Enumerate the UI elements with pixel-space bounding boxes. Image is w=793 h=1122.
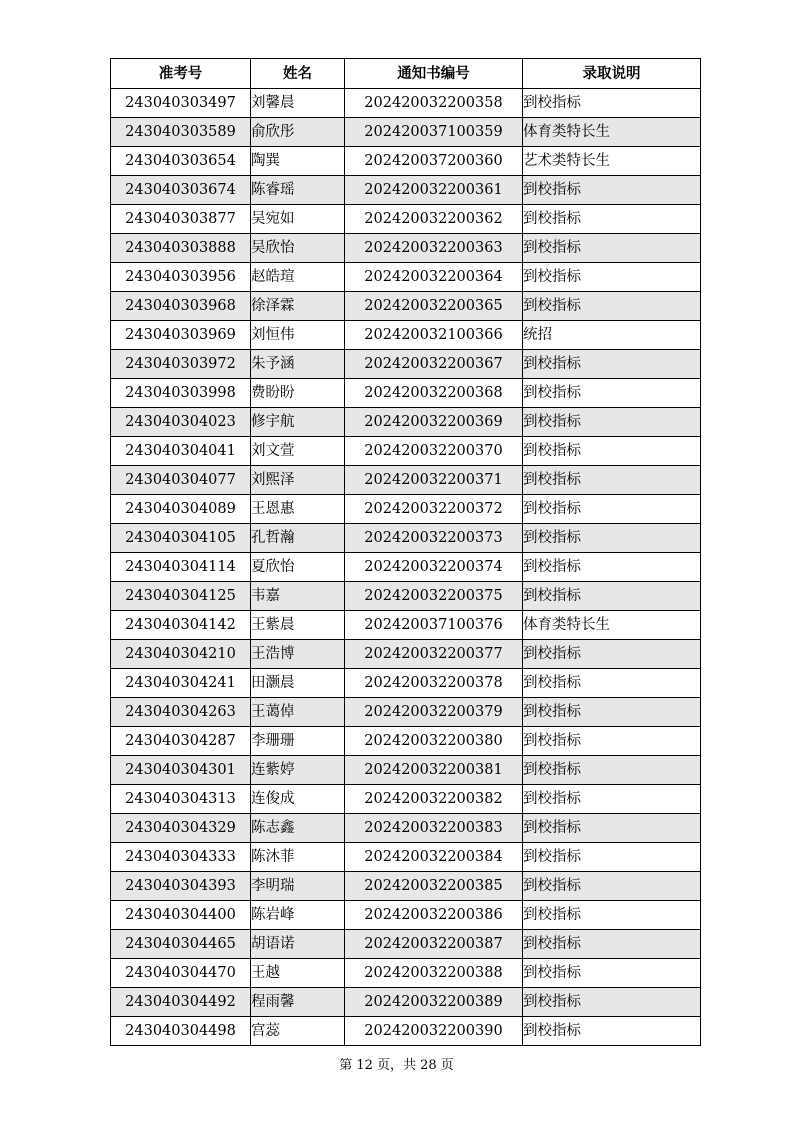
name-cell: 朱予涵	[251, 350, 345, 379]
table-header-row	[111, 59, 701, 89]
exam-number-cell: 243040304329	[111, 814, 251, 843]
exam-number-cell: 243040304023	[111, 408, 251, 437]
exam-number-cell: 243040303888	[111, 234, 251, 263]
exam-number-cell: 243040304465	[111, 930, 251, 959]
notice-number-cell: 202420032100366	[345, 321, 523, 350]
admission-table	[110, 58, 701, 1046]
table-row	[111, 379, 701, 408]
notice-number-cell: 202420032200361	[345, 176, 523, 205]
exam-number-cell: 243040304287	[111, 727, 251, 756]
table-row	[111, 408, 701, 437]
admission-note-cell: 到校指标	[523, 988, 701, 1017]
table-row	[111, 582, 701, 611]
table-row	[111, 495, 701, 524]
notice-number-cell: 202420032200383	[345, 814, 523, 843]
table-row	[111, 350, 701, 379]
table-row	[111, 785, 701, 814]
admission-note-cell: 到校指标	[523, 553, 701, 582]
name-cell: 孔哲瀚	[251, 524, 345, 553]
notice-number-cell: 202420032200375	[345, 582, 523, 611]
name-cell: 夏欣怡	[251, 553, 345, 582]
exam-number-cell: 243040304470	[111, 959, 251, 988]
name-cell: 徐泽霖	[251, 292, 345, 321]
exam-number-cell: 243040304498	[111, 1017, 251, 1046]
admission-note-cell: 到校指标	[523, 872, 701, 901]
admission-note-cell: 到校指标	[523, 640, 701, 669]
admission-note-cell: 到校指标	[523, 263, 701, 292]
notice-number-cell: 202420032200378	[345, 669, 523, 698]
notice-number-cell: 202420032200386	[345, 901, 523, 930]
admission-note-cell: 到校指标	[523, 582, 701, 611]
exam-number-cell: 243040303968	[111, 292, 251, 321]
notice-number-cell: 202420032200381	[345, 756, 523, 785]
name-cell: 陈睿瑶	[251, 176, 345, 205]
notice-number-cell: 202420032200370	[345, 437, 523, 466]
notice-number-cell: 202420032200377	[345, 640, 523, 669]
table-row	[111, 669, 701, 698]
admission-note-cell: 到校指标	[523, 495, 701, 524]
name-cell: 王紫晨	[251, 611, 345, 640]
exam-number-cell: 243040303972	[111, 350, 251, 379]
exam-number-cell: 243040304041	[111, 437, 251, 466]
name-cell: 费盼盼	[251, 379, 345, 408]
name-cell: 陈志鑫	[251, 814, 345, 843]
exam-number-cell: 243040303956	[111, 263, 251, 292]
table-row	[111, 901, 701, 930]
table-row	[111, 437, 701, 466]
notice-number-cell: 202420032200385	[345, 872, 523, 901]
admission-note-cell: 到校指标	[523, 437, 701, 466]
notice-number-cell: 202420032200390	[345, 1017, 523, 1046]
name-cell: 王越	[251, 959, 345, 988]
admission-note-cell: 到校指标	[523, 901, 701, 930]
name-cell: 田灏晨	[251, 669, 345, 698]
exam-number-cell: 243040304263	[111, 698, 251, 727]
exam-number-cell: 243040304313	[111, 785, 251, 814]
notice-number-cell: 202420032200382	[345, 785, 523, 814]
exam-number-cell: 243040304077	[111, 466, 251, 495]
notice-number-cell: 202420032200371	[345, 466, 523, 495]
table-row	[111, 234, 701, 263]
name-cell: 李明瑞	[251, 872, 345, 901]
exam-number-cell: 243040303877	[111, 205, 251, 234]
admission-note-cell: 到校指标	[523, 959, 701, 988]
admission-note-cell: 到校指标	[523, 350, 701, 379]
notice-number-cell: 202420032200369	[345, 408, 523, 437]
table-row	[111, 466, 701, 495]
table-row	[111, 611, 701, 640]
table-row	[111, 118, 701, 147]
notice-number-cell: 202420032200389	[345, 988, 523, 1017]
exam-number-cell: 243040304393	[111, 872, 251, 901]
exam-number-cell: 243040304241	[111, 669, 251, 698]
table-row	[111, 1017, 701, 1046]
admission-note-cell: 到校指标	[523, 930, 701, 959]
exam-number-cell: 243040303589	[111, 118, 251, 147]
notice-number-cell: 202420032200388	[345, 959, 523, 988]
notice-number-cell: 202420037100376	[345, 611, 523, 640]
table-row	[111, 176, 701, 205]
exam-number-cell: 243040303497	[111, 89, 251, 118]
table-row	[111, 205, 701, 234]
notice-number-cell: 202420032200372	[345, 495, 523, 524]
admission-note-cell: 到校指标	[523, 466, 701, 495]
notice-number-cell: 202420037200360	[345, 147, 523, 176]
notice-number-cell: 202420037100359	[345, 118, 523, 147]
table-row	[111, 930, 701, 959]
notice-number-cell: 202420032200387	[345, 930, 523, 959]
name-cell: 程雨馨	[251, 988, 345, 1017]
exam-number-cell: 243040304125	[111, 582, 251, 611]
header-exam-number: 准考号	[111, 59, 251, 89]
exam-number-cell: 243040304210	[111, 640, 251, 669]
notice-number-cell: 202420032200362	[345, 205, 523, 234]
notice-number-cell: 202420032200367	[345, 350, 523, 379]
table-row	[111, 524, 701, 553]
notice-number-cell: 202420032200363	[345, 234, 523, 263]
header-notice-number: 通知书编号	[345, 59, 523, 89]
name-cell: 连紫婷	[251, 756, 345, 785]
name-cell: 李珊珊	[251, 727, 345, 756]
name-cell: 王蔼倬	[251, 698, 345, 727]
name-cell: 刘熙泽	[251, 466, 345, 495]
name-cell: 俞欣彤	[251, 118, 345, 147]
table-row	[111, 89, 701, 118]
exam-number-cell: 243040304089	[111, 495, 251, 524]
notice-number-cell: 202420032200374	[345, 553, 523, 582]
admission-note-cell: 到校指标	[523, 524, 701, 553]
admission-note-cell: 到校指标	[523, 379, 701, 408]
table-row	[111, 756, 701, 785]
name-cell: 修宇航	[251, 408, 345, 437]
notice-number-cell: 202420032200379	[345, 698, 523, 727]
page-footer: 第 12 页，共 28 页	[339, 1058, 454, 1073]
name-cell: 陈沐菲	[251, 843, 345, 872]
exam-number-cell: 243040303998	[111, 379, 251, 408]
exam-number-cell: 243040303969	[111, 321, 251, 350]
admission-note-cell: 统招	[523, 321, 701, 350]
admission-note-cell: 到校指标	[523, 814, 701, 843]
admission-note-cell: 到校指标	[523, 669, 701, 698]
table-row	[111, 263, 701, 292]
table-row	[111, 988, 701, 1017]
name-cell: 刘馨晨	[251, 89, 345, 118]
exam-number-cell: 243040304142	[111, 611, 251, 640]
exam-number-cell: 243040304492	[111, 988, 251, 1017]
admission-note-cell: 到校指标	[523, 727, 701, 756]
exam-number-cell: 243040304400	[111, 901, 251, 930]
notice-number-cell: 202420032200384	[345, 843, 523, 872]
table-row	[111, 814, 701, 843]
table-row	[111, 147, 701, 176]
table-row	[111, 727, 701, 756]
notice-number-cell: 202420032200365	[345, 292, 523, 321]
exam-number-cell: 243040303654	[111, 147, 251, 176]
table-body	[111, 89, 701, 1046]
table-row	[111, 553, 701, 582]
exam-number-cell: 243040304301	[111, 756, 251, 785]
table-row	[111, 959, 701, 988]
name-cell: 赵皓瑄	[251, 263, 345, 292]
name-cell: 陈岩峰	[251, 901, 345, 930]
header-admission-note: 录取说明	[523, 59, 701, 89]
admission-note-cell: 到校指标	[523, 698, 701, 727]
admission-note-cell: 体育类特长生	[523, 118, 701, 147]
name-cell: 吴宛如	[251, 205, 345, 234]
admission-note-cell: 艺术类特长生	[523, 147, 701, 176]
admission-note-cell: 到校指标	[523, 756, 701, 785]
table-row	[111, 698, 701, 727]
admission-note-cell: 到校指标	[523, 843, 701, 872]
name-cell: 宫蕊	[251, 1017, 345, 1046]
name-cell: 吴欣怡	[251, 234, 345, 263]
admission-note-cell: 到校指标	[523, 408, 701, 437]
table-row	[111, 640, 701, 669]
admission-note-cell: 到校指标	[523, 292, 701, 321]
admission-note-cell: 到校指标	[523, 785, 701, 814]
admission-note-cell: 体育类特长生	[523, 611, 701, 640]
notice-number-cell: 202420032200368	[345, 379, 523, 408]
table-row	[111, 843, 701, 872]
name-cell: 刘恒伟	[251, 321, 345, 350]
exam-number-cell: 243040304333	[111, 843, 251, 872]
table-row	[111, 872, 701, 901]
notice-number-cell: 202420032200358	[345, 89, 523, 118]
exam-number-cell: 243040304105	[111, 524, 251, 553]
notice-number-cell: 202420032200364	[345, 263, 523, 292]
name-cell: 王恩惠	[251, 495, 345, 524]
exam-number-cell: 243040304114	[111, 553, 251, 582]
admission-note-cell: 到校指标	[523, 89, 701, 118]
admission-note-cell: 到校指标	[523, 176, 701, 205]
name-cell: 刘文萱	[251, 437, 345, 466]
header-name: 姓名	[251, 59, 345, 89]
name-cell: 王浩博	[251, 640, 345, 669]
table-row	[111, 292, 701, 321]
name-cell: 陶巽	[251, 147, 345, 176]
notice-number-cell: 202420032200373	[345, 524, 523, 553]
name-cell: 韦嘉	[251, 582, 345, 611]
name-cell: 连俊成	[251, 785, 345, 814]
table-row	[111, 321, 701, 350]
name-cell: 胡语诺	[251, 930, 345, 959]
admission-note-cell: 到校指标	[523, 234, 701, 263]
admission-note-cell: 到校指标	[523, 205, 701, 234]
exam-number-cell: 243040303674	[111, 176, 251, 205]
admission-note-cell: 到校指标	[523, 1017, 701, 1046]
notice-number-cell: 202420032200380	[345, 727, 523, 756]
